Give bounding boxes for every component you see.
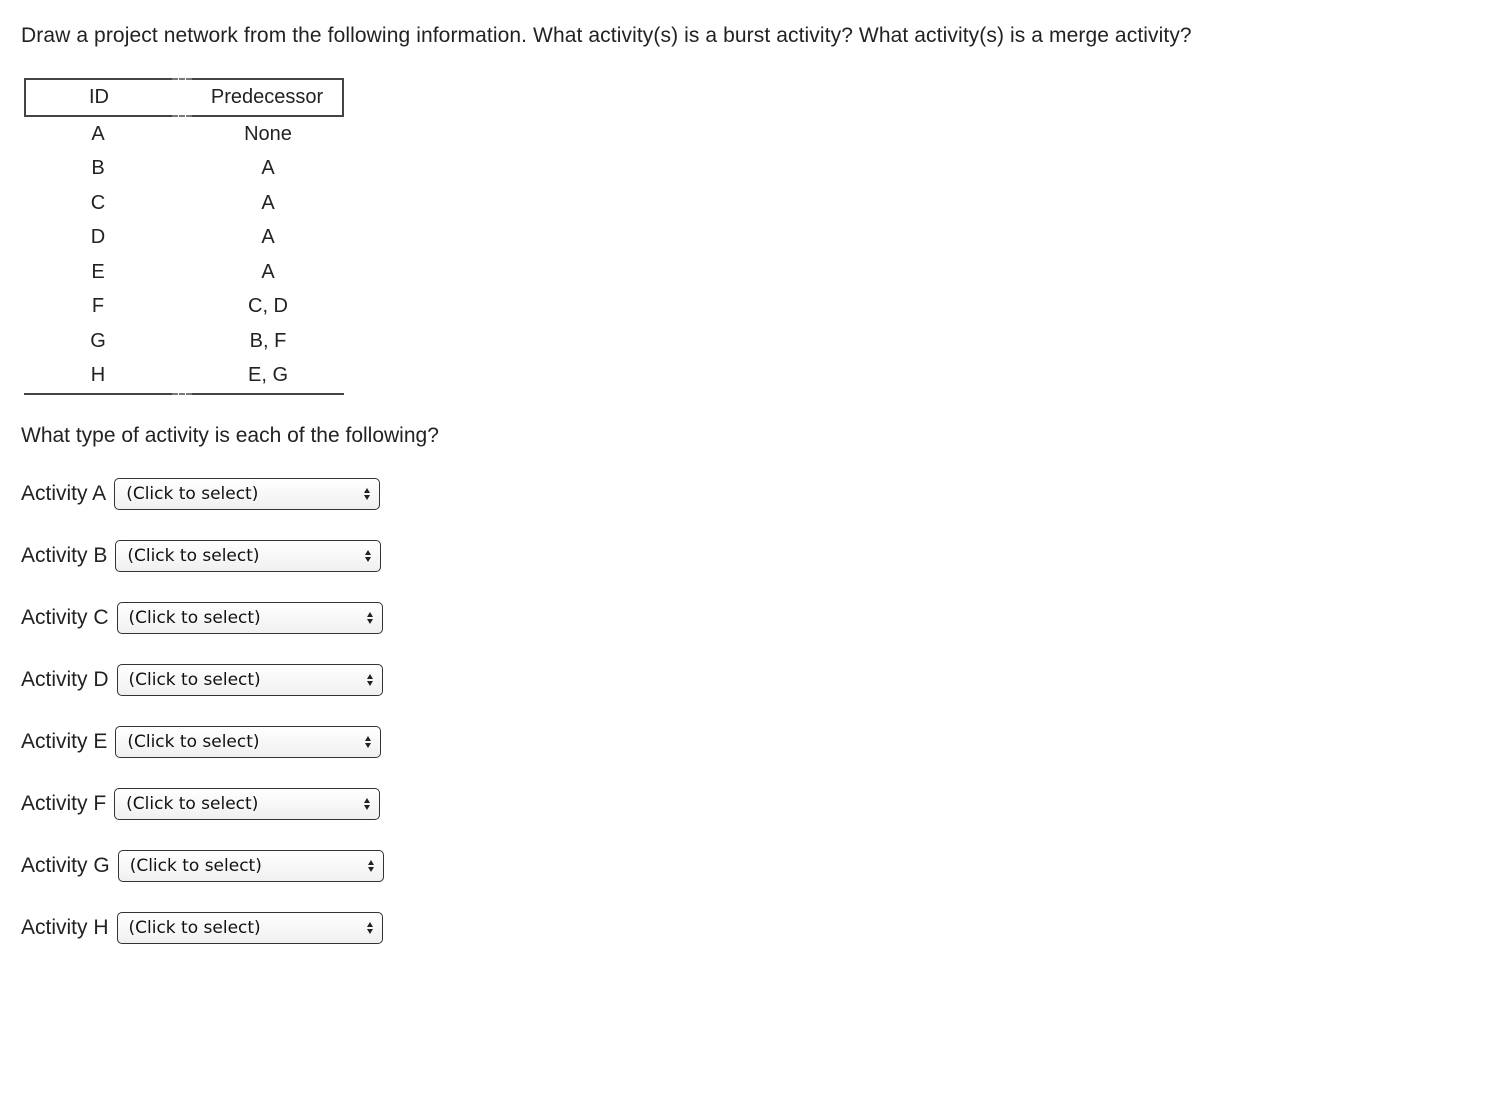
activity-a-select[interactable] bbox=[114, 478, 380, 510]
cell-predecessor: B, F bbox=[249, 329, 287, 352]
select-value: (Click to select) bbox=[128, 608, 261, 628]
activity-label: Activity E bbox=[21, 730, 108, 753]
activity-h-select[interactable] bbox=[117, 912, 383, 944]
table-row bbox=[24, 117, 344, 152]
header-id: ID bbox=[24, 78, 172, 117]
select-value: (Click to select) bbox=[128, 670, 261, 690]
select-value: (Click to select) bbox=[126, 794, 259, 814]
activity-row-g bbox=[21, 848, 384, 884]
table-row bbox=[24, 324, 344, 359]
cell-predecessor: A bbox=[261, 226, 275, 249]
select-arrows-icon bbox=[367, 674, 373, 686]
activity-row-h bbox=[21, 910, 383, 946]
activity-label: Activity D bbox=[21, 668, 109, 691]
cell-predecessor: A bbox=[261, 260, 275, 283]
cell-id: D bbox=[90, 226, 106, 249]
activity-row-f bbox=[21, 786, 380, 822]
activity-f-select[interactable] bbox=[114, 788, 380, 820]
select-value: (Click to select) bbox=[127, 546, 260, 566]
cell-predecessor: A bbox=[261, 191, 275, 214]
predecessor-table bbox=[24, 78, 344, 395]
cell-id: A bbox=[91, 122, 105, 145]
table-row bbox=[24, 221, 344, 256]
select-arrows-icon bbox=[367, 922, 373, 934]
select-arrows-icon bbox=[364, 798, 370, 810]
cell-id: C bbox=[90, 191, 106, 214]
activity-row-b bbox=[21, 538, 381, 574]
select-value: (Click to select) bbox=[126, 484, 259, 504]
select-value: (Click to select) bbox=[128, 918, 261, 938]
select-arrows-icon bbox=[368, 860, 374, 872]
cell-predecessor: E, G bbox=[192, 359, 344, 396]
activity-type-prompt: What type of activity is each of the following? bbox=[21, 424, 439, 447]
activity-label: Activity F bbox=[21, 792, 107, 815]
select-value: (Click to select) bbox=[127, 732, 260, 752]
cell-predecessor: C, D bbox=[248, 295, 288, 318]
activity-row-a bbox=[21, 476, 380, 512]
activity-row-d bbox=[21, 662, 383, 698]
activity-d-select[interactable] bbox=[117, 664, 383, 696]
select-arrows-icon bbox=[367, 612, 373, 624]
select-arrows-icon bbox=[364, 488, 370, 500]
question-text: Draw a project network from the following information. What activity(s) is a burst activity? What activity(s) is a merge activity? bbox=[21, 24, 1192, 47]
table-row bbox=[24, 290, 344, 325]
activity-g-select[interactable] bbox=[118, 850, 384, 882]
activity-label: Activity C bbox=[21, 606, 109, 629]
activity-row-e bbox=[21, 724, 381, 760]
activity-label: Activity A bbox=[21, 482, 107, 505]
header-predecessor: Predecessor bbox=[192, 78, 344, 117]
cell-predecessor: A bbox=[261, 157, 275, 180]
select-arrows-icon bbox=[365, 550, 371, 562]
table-row bbox=[24, 255, 344, 290]
cell-id: E bbox=[91, 260, 105, 283]
activity-label: Activity B bbox=[21, 544, 108, 567]
activity-b-select[interactable] bbox=[115, 540, 381, 572]
activity-row-c bbox=[21, 600, 383, 636]
select-value: (Click to select) bbox=[129, 856, 262, 876]
select-arrows-icon bbox=[365, 736, 371, 748]
cell-predecessor: None bbox=[244, 122, 292, 145]
cell-id: B bbox=[91, 157, 105, 180]
cell-id: H bbox=[24, 359, 172, 396]
cell-id: F bbox=[91, 295, 105, 318]
activity-label: Activity H bbox=[21, 916, 109, 939]
activity-label: Activity G bbox=[21, 854, 110, 877]
activity-c-select[interactable] bbox=[117, 602, 383, 634]
table-row bbox=[24, 359, 344, 396]
activity-e-select[interactable] bbox=[115, 726, 381, 758]
cell-id: G bbox=[90, 329, 106, 352]
table-row bbox=[24, 186, 344, 221]
table-row bbox=[24, 152, 344, 187]
table-header-row bbox=[24, 78, 344, 117]
